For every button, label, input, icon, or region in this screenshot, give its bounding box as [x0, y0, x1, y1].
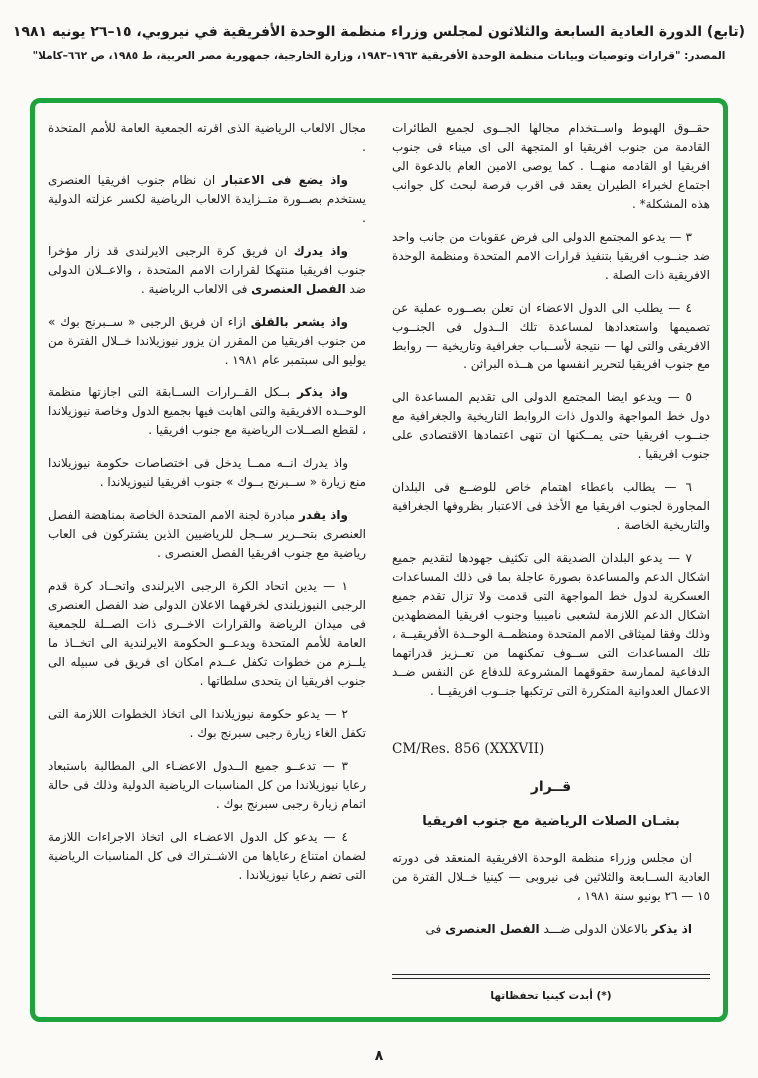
paragraph-item-6: [392, 478, 710, 535]
text-segment: فى: [425, 921, 446, 936]
footnote-separator-rule: [392, 974, 710, 979]
bold-text-segment: الفصل العنصرى: [251, 281, 346, 296]
bold-text-segment: اذ يذكر: [651, 921, 692, 936]
resolution-heading: [392, 776, 710, 798]
green-border-frame: [30, 98, 728, 1022]
paragraph-item-5: [392, 388, 710, 464]
text-segment: ١ — يدين اتحاد الكرة الرجبى الايرلندى واتحــاد كرة قدم الرجبى النيوزيلندى لخرقهما الاعلان الدولى ضد الفصل العنصرى فى ميدان الرياضة والقرارات الاخــرى ذات الصــلة للجمعية العامة للأمم المتحدة ويدعــو الحكومة الايرلندية الى اتخــاذ ما يلــزم من خطوات تكفل عــدم امكان اى فريق فى سبيله الى جنوب افريقيا ان يتحدى سلطاتها .: [48, 579, 366, 688]
text-segment: مجال الالعاب الرياضية الذى اقرته الجمعية العامة للأمم المتحدة .: [48, 121, 366, 154]
paragraph-item-7: [392, 549, 710, 701]
bold-text-segment: واذ يضع فى الاعتبار: [221, 172, 348, 187]
two-column-layout: [48, 119, 710, 1005]
bold-text-segment: واذ يدرك: [293, 243, 348, 258]
text-segment: مبادرة لجنة الامم المتحدة الخاصة بمناهضة الفصل العنصرى بتحــرير ســجل للرياضيين الذين يشتركون فى العاب رياضية مع جنوب افريقيا الفصل العنصرى .: [48, 508, 366, 561]
resolution-title: [392, 812, 710, 833]
paragraph-item-2: [48, 705, 366, 743]
paragraph-item-4: [392, 299, 710, 375]
column-right: [392, 119, 710, 1005]
paragraph-continuation: [48, 119, 366, 157]
source-citation: المصدر: "قرارات وتوصيات وبيانات منظمة الوحدة الأفريقية ١٩٦٣–١٩٨٣، وزارة الخارجية، جمهورية مصر العربية، ط ١٩٨٥، ص ٦٦٢–كاملا": [32, 50, 726, 62]
paragraph-recognizing: [48, 454, 366, 492]
text-segment: ان مجلس وزراء منظمة الوحدة الافريقية المنعقد فى دورته العادية الســابعة والثلاثين فى نيروبى — كينيا خــلال الفترة من ١٥ — ٢٦ يونيو سنة ١٩٨١ ،: [392, 850, 710, 903]
paragraph-considering: [48, 171, 366, 228]
text-segment: قــرار: [530, 779, 572, 796]
paragraph-item-3: [48, 757, 366, 814]
page-header: [0, 24, 758, 62]
text-segment: ان فريق كرة الرجبى الايرلندى قد زار مؤخرا جنوب افريقيا منتهكا لقرارات الامم المتحدة ، والاعــلان الدولى ضد: [48, 243, 366, 296]
bold-text-segment: واذ يشعر بالقلق: [250, 314, 348, 329]
text-segment: ٣ — تدعــو جميع الــدول الاعضـاء الى المطالبة باستبعاد رعايا نيوزيلاندا من كل المناسبات الرياضية الدولية وذلك فى حالة اتمام زيارة رجبى سبرنج بوك .: [48, 758, 366, 811]
paragraph-aware: [48, 242, 366, 299]
text-segment: ازاء ان فريق الرجبى « ســبرنج بوك » من جنوب افريقيا من المقرر ان يزور نيوزيلاندا خــلال الفترة من يوليو الى سبتمبر عام ١٩٨١ .: [48, 314, 366, 367]
bold-text-segment: الفصل العنصرى: [445, 921, 540, 936]
bold-text-segment: واذ يذكر: [297, 385, 348, 400]
text-segment: بــكل القــرارات الســابقة التى اجازتها منظمة الوحــده الافريقية والتى اهابت فيها بجميع الدول وخاصة نيوزيلاندا ، لقطع الصــلات الرياضية مع جنوب افريقيا .: [48, 385, 366, 438]
text-segment: (*) أبدت كينيا تحفظاتها: [490, 990, 612, 1003]
column-left: [48, 119, 366, 1005]
text-segment: ٧ — يدعو البلدان الصديقة الى تكثيف جهودها لتقديم جميع اشكال الدعم والمساعدة بصورة عاجلة بما فى ذلك المساعدات العسكرية لدول خط المواجهة التى قدمت ولا تزال تقدم جميع اشكال الدعم اللازمة لشعبى ناميبيا وجنوب افريقيا المضطهدين وذلك وفقا لميثاقى الامم المتحدة ومنظمــة الوحــدة الأفريقيــة ، تلك المساعدات التى ســوف تمكنهما من تعــزيز قدراتهما الدفاعية لممارسة حقوقهما المشروعة للدفاع عن النفس ضــد الاعمال العدوانية المتكررة التى ترتكبها جنــوب افريقيــا .: [392, 551, 710, 698]
page-number: ٨: [374, 1048, 384, 1064]
text-segment: ٤ — يدعو كل الدول الاعضـاء الى اتخاذ الاجراءات اللازمة لضمان امتناع رعاياها من الاشــتراك فى كل المناسبات الرياضية التى تضم رعايا نيوزيلاندا .: [48, 829, 366, 882]
text-segment: CM/Res. 856 (XXXVII): [392, 740, 545, 757]
bold-text-segment: واذ يقدر: [298, 508, 349, 523]
text-segment: ٥ — ويدعو ايضا المجتمع الدولى الى تقديم المساعدة الى دول خط المواجهة والدول ذات الروابط التاريخية والجغرافية مع جنــوب افريقيا حتى يمــكنها ان تنهى اعتمادها الاقتصادى على جنوب افريقيا .: [392, 390, 710, 462]
footnote-text: [392, 988, 710, 1005]
text-segment: فى الالعاب الرياضية .: [140, 281, 252, 296]
paragraph-item-4: [48, 828, 366, 885]
resolution-id: [392, 739, 710, 760]
session-title: (تابع) الدورة العادية السابعة والثلاثون لمجلس وزراء منظمة الوحدة الأفريقية في نيروبي، ١٥–٢٦ يونيه ١٩٨١: [12, 24, 746, 40]
text-segment: ٣ — يدعو المجتمع الدولى الى فرض عقوبات من جانب واحد ضد جنــوب افريقيا بتنفيذ قرارات الامم المتحدة ومنظمة الوحدة الافريقية ذات الصلة .: [392, 229, 710, 282]
text-segment: بشـان الصلات الرياضية مع جنوب افريقيا: [422, 814, 680, 830]
paragraph-item-3: [392, 228, 710, 285]
paragraph-appreciating: [48, 506, 366, 563]
paragraph-continuation: [392, 119, 710, 214]
text-segment: ٢ — يدعو حكومة نيوزيلاندا الى اتخاذ الخطوات اللازمة التى تكفل الغاء زيارة رجبى سبرنج بوك .: [48, 706, 366, 740]
paragraph-item-1: [48, 577, 366, 691]
text-segment: واذ يدرك انــه ممــا يدخل فى اختصاصات حكومة نيوزيلاندا منع زيارة « ســبرنج بــوك » جنوب افريقيا لنيوزيلاندا .: [48, 456, 366, 490]
paragraph-concerned: [48, 313, 366, 370]
text-segment: ٤ — يطلب الى الدول الاعضاء ان تعلن بصــوره عملية عن تصميمها واستعدادها لمساعدة تلك الــدول فى الجنــوب الافريقى والتى لها — نتيجة لأســباب جغرافية وتاريخية — روابط مع جنوب افريقيا لتحرير انفسها من هــذه البراثن .: [392, 300, 710, 372]
text-segment: بالاعلان الدولى ضـــد: [539, 921, 652, 936]
paragraph-recalling-resolutions: [48, 383, 366, 440]
paragraph-preamble: [392, 849, 710, 906]
paragraph-recalling: [392, 920, 710, 939]
text-segment: حقــوق الهبوط واســتخدام مجالها الجــوى لجميع الطائرات القادمة من جنوب افريقيا او المتجهة الى اى ميناء فى جنوب افريقيا او القادمه منهــا . كما يوصى الامين العام بالدعوة الى اجتماع لخبراء الطيران يعقد فى اقرب فرصة لبحث كل جوانب هذه المشكلة* .: [392, 121, 710, 211]
text-segment: ان نظام جنوب افريقيا العنصرى يستخدم بصــورة متــزايدة الالعاب الرياضية لكسر عزلته الدولية .: [48, 172, 366, 225]
text-segment: ٦ — يطالب باعطاء اهتمام خاص للوضــع فى البلدان المجاورة لجنوب افريقيا مع الأخذ فى الاعتبار بظروفها الجغرافية والتاريخية الخاصة .: [392, 480, 710, 533]
